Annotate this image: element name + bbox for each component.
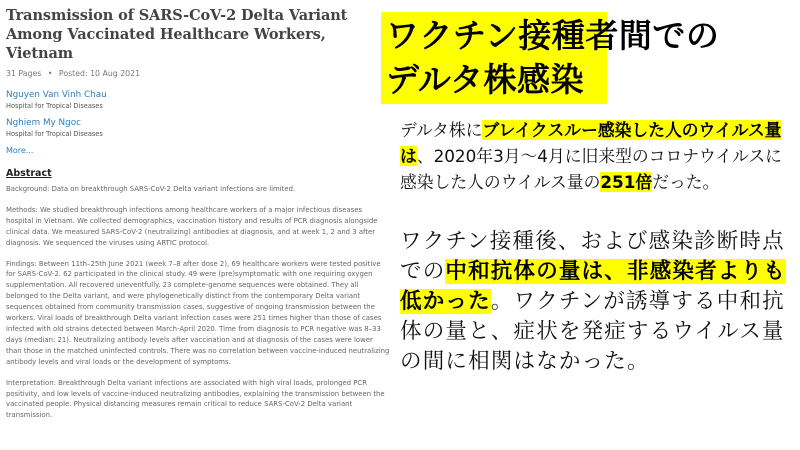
headline-line-2: デルタ株感染 [386,60,585,99]
page-count: 31 Pages [6,69,42,78]
author-affiliation: Hospital for Tropical Diseases [6,102,103,110]
abstract-background: Background: Data on breakthrough SARS-CoV-2 Delta variant infections are limited. [6,185,296,193]
posted-date: Posted: 10 Aug 2021 [58,69,141,78]
text-run: ワクチン接種後、および感染診断時点での [400,229,785,284]
author-link[interactable]: Nghiem My Ngoc [6,118,81,128]
text-run: デルタ株に [400,120,483,140]
author-entry [6,118,390,138]
highlighted-text: ブレイクスルー感染した人のウイルス量は [400,120,782,166]
headline-line-1: ワクチン接種者間での [386,16,720,55]
summary-paragraph-2 [400,227,796,377]
more-authors-link[interactable]: More... [6,146,34,155]
headline [386,14,800,102]
summary-paragraph-1 [400,117,796,195]
author-link[interactable]: Nguyen Van Vinh Chau [6,90,107,100]
abstract-interpretation: Interpretation: Breakthrough Delta variant infections are associated with high viral loads, prolonged PCR positivity, and low levels of vaccine-induced neutralizing antibodies, explaining the transmission between the vaccinated people. Physical distancing measures remain critical to reduce SARS-CoV-2 Delta variant transmission. [6,378,385,420]
text-run: だった。 [652,172,720,192]
abstract-findings: Findings: Between 11th–25th June 2021 (week 7–8 after dose 2), 69 healthcare workers were tested positive for SARS-CoV-2. 62 participated in the clinical study. 49 were (pre)symptomatic with one requiring oxygen supplementation. All recovered uneventfully. 23 complete-genome sequences were obtained. They all belonged to the Delta variant, and were phylogenetically distinct from the contemporary Delta variant sequences obtained from community transmission cases, suggestive of ongoing transmission between the workers. Viral loads of breakthrough Delta variant infection cases were 251 times higher than those of cases infected with old strains detected between March-April 2020. Time from diagnosis to PCR negative was 8–33 days (median: 21). Neutralizing antibody levels after vaccination and at diagnosis of the cases were lower than those in the matched uninfected controls. There was no correlation between vaccine-induced neutralizing antibody levels and viral loads or the development of symptoms. [6,259,390,366]
text-run: 。ワクチンが誘導する中和抗体の量と、症状を発症するウイルス量の間に相関はなかった。 [400,289,785,374]
paper-title: Transmission of SARS-CoV-2 Delta Variant Among Vaccinated Healthcare Workers, Vietnam [6,7,348,62]
abstract-methods: Methods: We studied breakthrough infections among healthcare workers of a major infectious diseases hospital in Vietnam. We collected demographics, vaccination history and results of PCR diagnosis alongside clinical data. We measured SARS-CoV-2 (neutralizing) antibodies at diagnosis, and at week 1, 2 and 3 after diagnosis. We sequenced the viruses using ARTIC protocol. [6,205,378,247]
text-run: 、2020年3月〜4月に旧来型のコロナウイルスに感染した人のウイルス量の [400,146,782,192]
author-affiliation: Hospital for Tropical Diseases [6,130,103,138]
abstract-heading: Abstract [6,168,52,179]
highlighted-text: 中和抗体の量は、非感染者よりも低かった [400,259,786,314]
meta-separator: • [47,69,53,78]
author-entry [6,90,390,110]
paper-meta [6,69,390,78]
paper-page [6,6,390,446]
highlighted-text: 251倍 [600,172,653,192]
